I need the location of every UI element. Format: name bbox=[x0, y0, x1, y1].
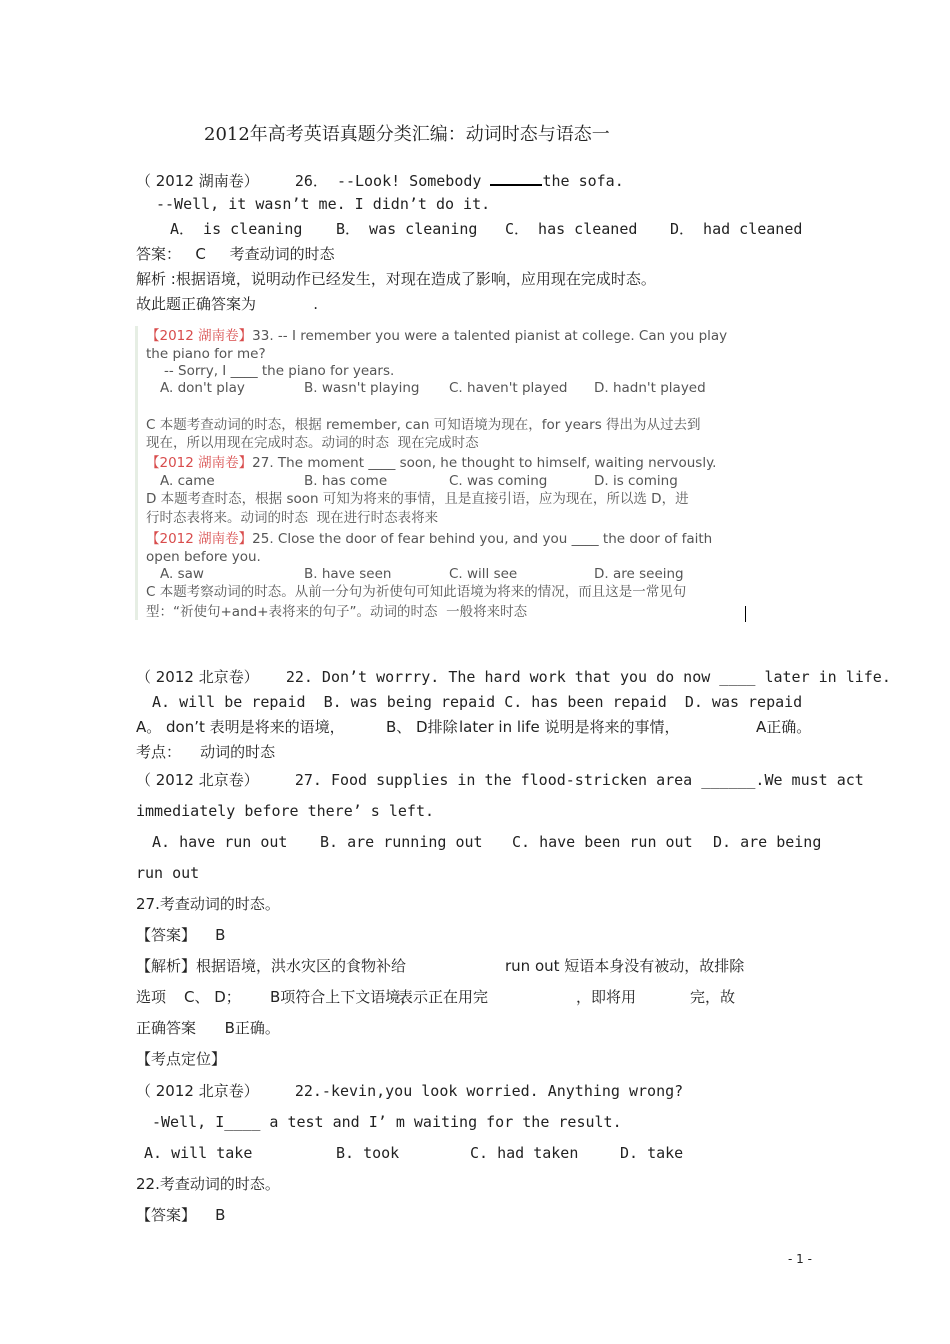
analysis-end: . bbox=[313, 295, 319, 313]
analysis-text: 故此题正确答案为 bbox=[136, 295, 257, 313]
clip-line: 现在，所以用现在完成时态。动词的时态 现在完成时态 bbox=[146, 435, 479, 451]
answer-topic: 考查动词的时态 bbox=[229, 245, 335, 263]
topic-value: 动词的时态 bbox=[200, 743, 276, 761]
question-2-text: 22. Don’t worrry. The hard work that you do now ____ later in life. bbox=[285, 668, 891, 686]
clip-line bbox=[146, 531, 712, 548]
clip-option: C. haven't played bbox=[449, 380, 568, 396]
question-2-analysis-d: A正确。 bbox=[756, 718, 812, 736]
question-3-option-b: B. are running out bbox=[320, 833, 483, 851]
question-3-answer bbox=[136, 926, 225, 944]
question-3-text: 27. Food supplies in the flood-stricken area ______.We must act bbox=[294, 771, 864, 789]
question-1-option-d: D． had cleaned bbox=[670, 220, 803, 238]
answer-value: C bbox=[195, 245, 206, 263]
analysis-text: A。 don’t 表明是将来的语境， bbox=[136, 718, 345, 736]
clip-option: C. will see bbox=[449, 566, 518, 582]
question-4-text: 22.-kevin,you look worried. Anything wrong? bbox=[294, 1082, 684, 1100]
question-1-line2: --Well, it wasn’t me. I didn’t do it. bbox=[156, 195, 491, 213]
question-1-answer bbox=[136, 245, 335, 263]
question-4-topic: 22.考查动词的时态。 bbox=[136, 1175, 280, 1193]
question-3-topic: 27.考查动词的时态。 bbox=[136, 895, 280, 913]
clip-line: 型：“祈使句+and+表将来的句子”。动词的时态 一般将来时态 bbox=[146, 604, 528, 620]
question-4-option-b: B. took bbox=[336, 1144, 400, 1162]
question-3-option-tail: run out bbox=[136, 864, 200, 882]
clip-option: A. don't play bbox=[160, 380, 245, 396]
question-2-options: A. will be repaid B. was being repaid C. has been repaid D. was repaid bbox=[152, 693, 803, 711]
clip-option: D. is coming bbox=[594, 473, 678, 489]
answer-value: B bbox=[215, 926, 226, 944]
question-3-source: （ 2012 北京卷） bbox=[136, 771, 259, 789]
question-3-option-c: C. have been run out bbox=[512, 833, 693, 851]
clip-option: A. saw bbox=[160, 566, 204, 582]
question-4-option-c: C. had taken bbox=[470, 1144, 579, 1162]
clip-option: D. hadn't played bbox=[594, 380, 706, 396]
question-3-explanation-d bbox=[136, 1019, 280, 1037]
question-1-option-a: A． is cleaning bbox=[170, 220, 303, 238]
clip-line: D 本题考查时态，根据 soon 可知为将来的事情，且是直接引语，应为现在，所以选 D，进 bbox=[146, 491, 689, 507]
clip-option: B. has come bbox=[304, 473, 388, 489]
question-4-option-d: D. take bbox=[620, 1144, 684, 1162]
question-3-explanation-c3: B项符合上下文语境， bbox=[270, 988, 416, 1006]
clip-line: C 本题考察动词的时态。从前一分句为祈使句可知此语境为将来的情况，而且这是一常见句 bbox=[146, 584, 687, 600]
source-tag: 【2012 湖南卷】 bbox=[146, 531, 253, 547]
topic-label: 考点： bbox=[136, 743, 182, 761]
question-1-number: 26． bbox=[294, 172, 328, 190]
answer-blank bbox=[490, 170, 542, 186]
question-3-option-d: D. are being bbox=[713, 833, 822, 851]
answer-value: B bbox=[215, 1206, 226, 1224]
question-3-explanation-c6: 完，故 bbox=[690, 988, 736, 1006]
clip-text: 33. -- I remember you were a talented pianist at college. Can you play bbox=[252, 328, 728, 344]
question-2-analysis bbox=[136, 718, 345, 736]
question-2-analysis-b: B、 D排除 bbox=[386, 718, 458, 736]
question-1-analysis-2 bbox=[136, 295, 318, 313]
question-2-stem bbox=[136, 668, 891, 686]
question-2-analysis-c: later in life 说明是将来的事情， bbox=[459, 718, 680, 736]
explanation-text: 正确答案 bbox=[136, 1019, 197, 1037]
question-3-exam-point: 【考点定位】 bbox=[136, 1050, 227, 1068]
question-1-option-c: C． has cleaned bbox=[505, 220, 638, 238]
page-title: 2012年高考英语真题分类汇编：动词时态与语态一 bbox=[204, 124, 610, 145]
clip-line bbox=[146, 455, 716, 472]
question-2-topic bbox=[136, 743, 275, 761]
explanation-answer: B正确。 bbox=[224, 1019, 280, 1037]
question-3-option-a: A. have run out bbox=[152, 833, 288, 851]
question-3-explanation-c1: 选项 bbox=[136, 988, 167, 1006]
source-tag: 【2012 湖南卷】 bbox=[146, 455, 253, 471]
question-4-option-a: A. will take bbox=[144, 1144, 253, 1162]
clip-line bbox=[146, 328, 727, 345]
question-3-explanation-c4: 表示正在用完 bbox=[398, 988, 489, 1006]
clip-option: B. have seen bbox=[304, 566, 392, 582]
question-1-option-b: B． was cleaning bbox=[336, 220, 478, 238]
question-3-explanation-b: run out 短语本身没有被动，故排除 bbox=[505, 957, 745, 975]
clip-text: 25. Close the door of fear behind you, and you ____ the door of faith bbox=[252, 531, 713, 547]
clip-option: A. came bbox=[160, 473, 215, 489]
page-number: - 1 - bbox=[788, 1252, 812, 1266]
question-4-source: （ 2012 北京卷） bbox=[136, 1082, 259, 1100]
clip-line: 行时态表将来。动词的时态 现在进行时态表将来 bbox=[146, 510, 439, 526]
question-1-stem-b: the sofa. bbox=[542, 172, 624, 190]
clip-line: C 本题考查动词的时态，根据 remember, can 可知语境为现在，for years 得出为从过去到 bbox=[146, 417, 701, 433]
question-3-stem bbox=[136, 771, 864, 789]
clip-line: -- Sorry, I ____ the piano for years. bbox=[164, 363, 395, 379]
clip-line: the piano for me? bbox=[146, 346, 266, 362]
question-3-stem-2: immediately before there’ s left. bbox=[136, 802, 435, 820]
clip-option: D. are seeing bbox=[594, 566, 684, 582]
clip-option: C. was coming bbox=[449, 473, 548, 489]
answer-label: 【答案】 bbox=[136, 1206, 197, 1224]
question-1-source: （ 2012 湖南卷） bbox=[136, 172, 259, 190]
question-3-explanation-c5: ，即将用 bbox=[576, 988, 637, 1006]
question-1-stem-a: --Look! Somebody bbox=[336, 172, 482, 190]
pasted-clipping bbox=[135, 326, 750, 620]
answer-label: 答案： bbox=[136, 245, 182, 263]
source-tag: 【2012 湖南卷】 bbox=[146, 328, 253, 344]
question-3-explanation-c2: C、 D； bbox=[184, 988, 241, 1006]
clip-text: 27. The moment ____ soon, he thought to himself, waiting nervously. bbox=[252, 455, 717, 471]
text-cursor bbox=[745, 606, 746, 622]
question-4-line2: -Well, I____ a test and I’ m waiting for the result. bbox=[152, 1113, 622, 1131]
question-1-stem bbox=[136, 170, 624, 190]
question-2-source: （ 2012 北京卷） bbox=[136, 668, 259, 686]
answer-label: 【答案】 bbox=[136, 926, 197, 944]
question-4-stem bbox=[136, 1082, 683, 1100]
clip-option: B. wasn't playing bbox=[304, 380, 420, 396]
clip-line: open before you. bbox=[146, 549, 261, 565]
question-4-answer bbox=[136, 1206, 225, 1224]
question-3-explanation-a: 【解析】根据语境，洪水灾区的食物补给 bbox=[136, 957, 407, 975]
question-1-analysis: 解析 :根据语境，说明动作已经发生，对现在造成了影响，应用现在完成时态。 bbox=[136, 270, 656, 288]
